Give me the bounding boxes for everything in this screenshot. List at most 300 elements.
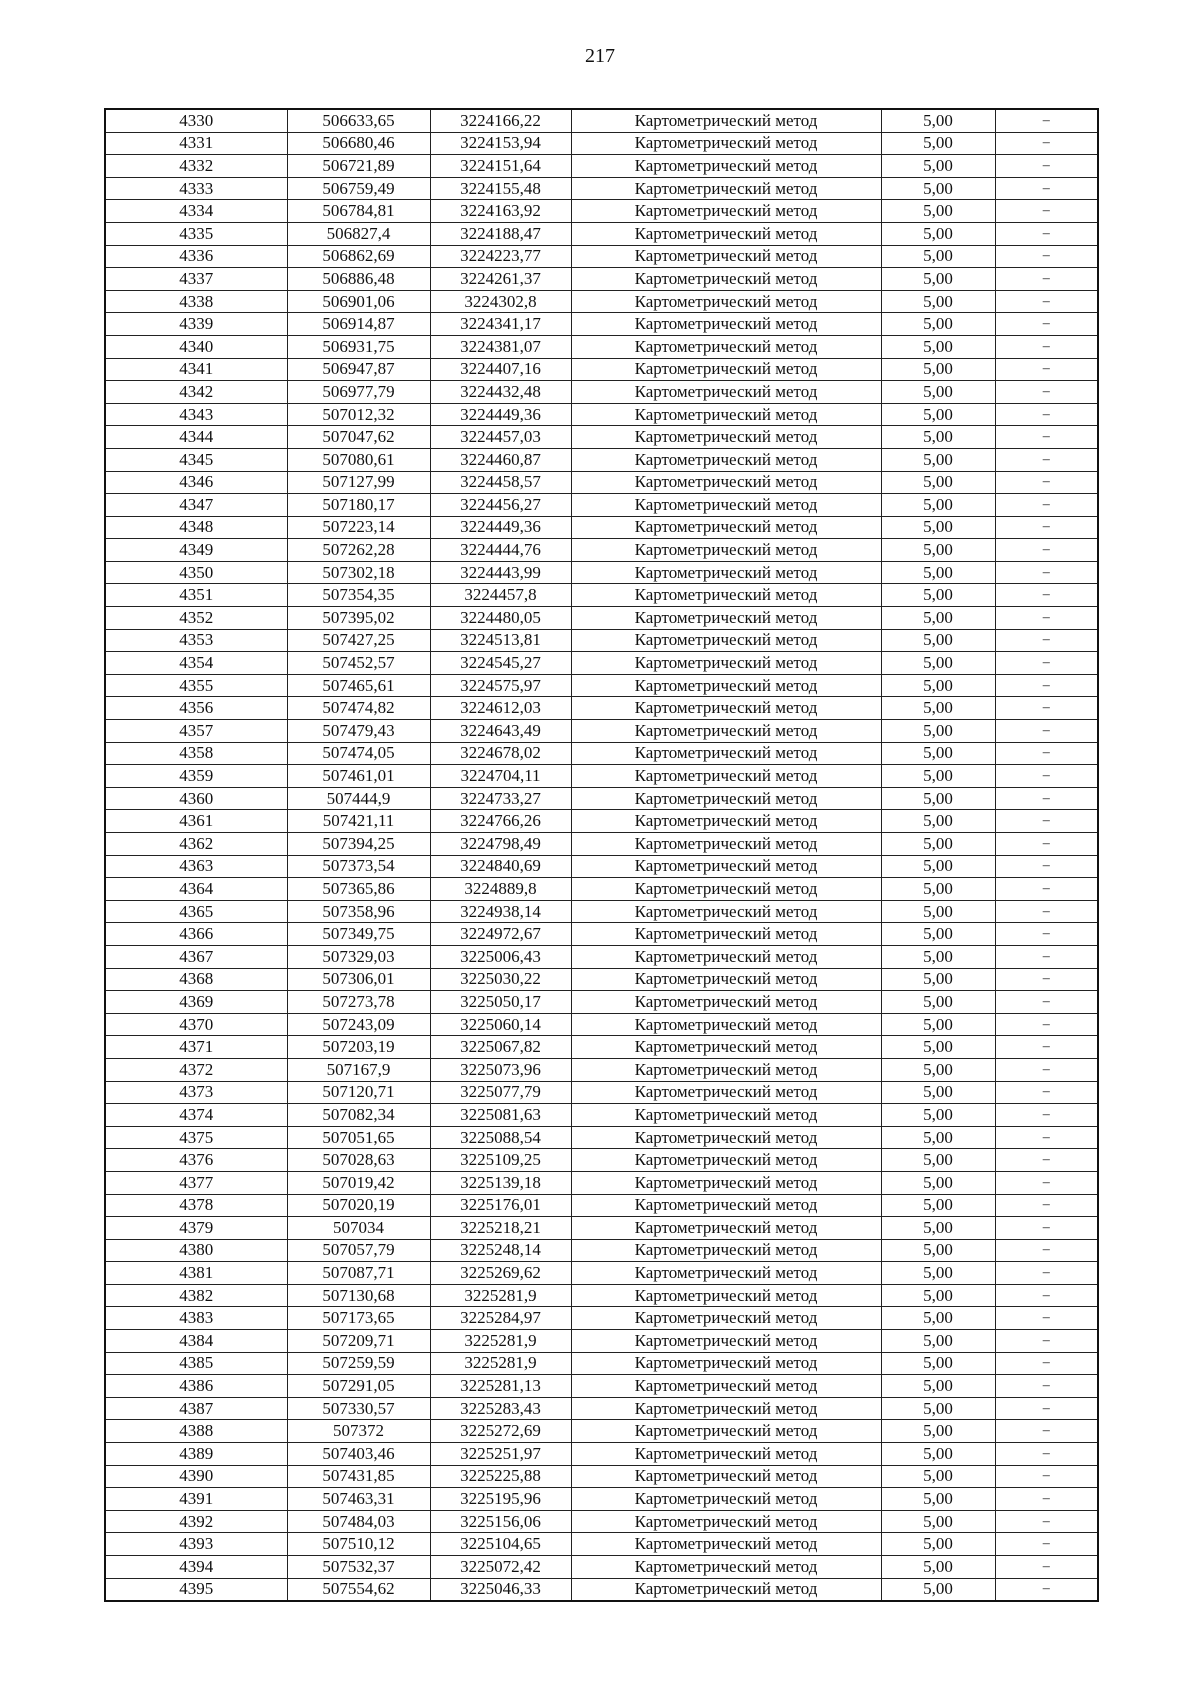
y-coordinate-cell: 3224341,17 bbox=[430, 313, 571, 336]
accuracy-cell: 5,00 bbox=[881, 222, 995, 245]
x-coordinate-cell: 507057,79 bbox=[287, 1239, 430, 1262]
accuracy-cell: 5,00 bbox=[881, 403, 995, 426]
point-number-cell: 4394 bbox=[105, 1556, 287, 1579]
x-coordinate-cell: 506947,87 bbox=[287, 358, 430, 381]
accuracy-cell: 5,00 bbox=[881, 177, 995, 200]
x-coordinate-cell: 507372 bbox=[287, 1420, 430, 1443]
point-number-cell: 4388 bbox=[105, 1420, 287, 1443]
table-row bbox=[105, 945, 1098, 968]
point-number-cell: 4331 bbox=[105, 132, 287, 155]
point-number-cell: 4330 bbox=[105, 109, 287, 132]
y-coordinate-cell: 3225225,88 bbox=[430, 1465, 571, 1488]
table-row bbox=[105, 1488, 1098, 1511]
x-coordinate-cell: 507427,25 bbox=[287, 629, 430, 652]
table-row bbox=[105, 494, 1098, 517]
method-cell: Картометрический метод bbox=[571, 268, 881, 291]
point-number-cell: 4360 bbox=[105, 787, 287, 810]
y-coordinate-cell: 3224889,8 bbox=[430, 878, 571, 901]
point-number-cell: 4356 bbox=[105, 697, 287, 720]
method-cell: Картометрический метод bbox=[571, 1262, 881, 1285]
y-coordinate-cell: 3224458,57 bbox=[430, 471, 571, 494]
point-number-cell: 4340 bbox=[105, 335, 287, 358]
accuracy-cell: 5,00 bbox=[881, 109, 995, 132]
table-row bbox=[105, 1058, 1098, 1081]
point-number-cell: 4361 bbox=[105, 810, 287, 833]
table-row bbox=[105, 878, 1098, 901]
description-cell: – bbox=[995, 697, 1098, 720]
accuracy-cell: 5,00 bbox=[881, 1081, 995, 1104]
method-cell: Картометрический метод bbox=[571, 561, 881, 584]
accuracy-cell: 5,00 bbox=[881, 1104, 995, 1127]
x-coordinate-cell: 507474,82 bbox=[287, 697, 430, 720]
y-coordinate-cell: 3224444,76 bbox=[430, 539, 571, 562]
table-row bbox=[105, 1420, 1098, 1443]
accuracy-cell: 5,00 bbox=[881, 290, 995, 313]
table-row bbox=[105, 1104, 1098, 1127]
y-coordinate-cell: 3225077,79 bbox=[430, 1081, 571, 1104]
description-cell: – bbox=[995, 923, 1098, 946]
point-number-cell: 4380 bbox=[105, 1239, 287, 1262]
method-cell: Картометрический метод bbox=[571, 1307, 881, 1330]
table-row bbox=[105, 720, 1098, 743]
accuracy-cell: 5,00 bbox=[881, 765, 995, 788]
method-cell: Картометрический метод bbox=[571, 720, 881, 743]
table-row bbox=[105, 1126, 1098, 1149]
method-cell: Картометрический метод bbox=[571, 1420, 881, 1443]
description-cell: – bbox=[995, 494, 1098, 517]
accuracy-cell: 5,00 bbox=[881, 787, 995, 810]
description-cell: – bbox=[995, 1375, 1098, 1398]
table-row bbox=[105, 787, 1098, 810]
accuracy-cell: 5,00 bbox=[881, 1578, 995, 1601]
y-coordinate-cell: 3225046,33 bbox=[430, 1578, 571, 1601]
description-cell: – bbox=[995, 1420, 1098, 1443]
point-number-cell: 4375 bbox=[105, 1126, 287, 1149]
y-coordinate-cell: 3224798,49 bbox=[430, 833, 571, 856]
description-cell: – bbox=[995, 765, 1098, 788]
point-number-cell: 4348 bbox=[105, 516, 287, 539]
method-cell: Картометрический метод bbox=[571, 1217, 881, 1240]
x-coordinate-cell: 507474,05 bbox=[287, 742, 430, 765]
accuracy-cell: 5,00 bbox=[881, 697, 995, 720]
method-cell: Картометрический метод bbox=[571, 742, 881, 765]
point-number-cell: 4389 bbox=[105, 1443, 287, 1466]
point-number-cell: 4357 bbox=[105, 720, 287, 743]
y-coordinate-cell: 3224153,94 bbox=[430, 132, 571, 155]
method-cell: Картометрический метод bbox=[571, 1036, 881, 1059]
accuracy-cell: 5,00 bbox=[881, 855, 995, 878]
accuracy-cell: 5,00 bbox=[881, 968, 995, 991]
point-number-cell: 4367 bbox=[105, 945, 287, 968]
x-coordinate-cell: 506784,81 bbox=[287, 200, 430, 223]
description-cell: – bbox=[995, 878, 1098, 901]
y-coordinate-cell: 3224151,64 bbox=[430, 155, 571, 178]
coordinates-table-body bbox=[105, 109, 1098, 1601]
method-cell: Картометрический метод bbox=[571, 155, 881, 178]
method-cell: Картометрический метод bbox=[571, 991, 881, 1014]
description-cell: – bbox=[995, 1443, 1098, 1466]
table-row bbox=[105, 1284, 1098, 1307]
y-coordinate-cell: 3224449,36 bbox=[430, 403, 571, 426]
x-coordinate-cell: 507532,37 bbox=[287, 1556, 430, 1579]
y-coordinate-cell: 3224840,69 bbox=[430, 855, 571, 878]
table-row bbox=[105, 1352, 1098, 1375]
table-row bbox=[105, 742, 1098, 765]
accuracy-cell: 5,00 bbox=[881, 1443, 995, 1466]
description-cell: – bbox=[995, 471, 1098, 494]
x-coordinate-cell: 507028,63 bbox=[287, 1149, 430, 1172]
description-cell: – bbox=[995, 109, 1098, 132]
accuracy-cell: 5,00 bbox=[881, 1533, 995, 1556]
description-cell: – bbox=[995, 607, 1098, 630]
description-cell: – bbox=[995, 381, 1098, 404]
description-cell: – bbox=[995, 810, 1098, 833]
method-cell: Картометрический метод bbox=[571, 1352, 881, 1375]
x-coordinate-cell: 507403,46 bbox=[287, 1443, 430, 1466]
accuracy-cell: 5,00 bbox=[881, 132, 995, 155]
x-coordinate-cell: 507354,35 bbox=[287, 584, 430, 607]
point-number-cell: 4362 bbox=[105, 833, 287, 856]
description-cell: – bbox=[995, 1330, 1098, 1353]
y-coordinate-cell: 3224302,8 bbox=[430, 290, 571, 313]
method-cell: Картометрический метод bbox=[571, 335, 881, 358]
x-coordinate-cell: 507431,85 bbox=[287, 1465, 430, 1488]
x-coordinate-cell: 506827,4 bbox=[287, 222, 430, 245]
method-cell: Картометрический метод bbox=[571, 1375, 881, 1398]
point-number-cell: 4393 bbox=[105, 1533, 287, 1556]
accuracy-cell: 5,00 bbox=[881, 539, 995, 562]
accuracy-cell: 5,00 bbox=[881, 245, 995, 268]
method-cell: Картометрический метод bbox=[571, 878, 881, 901]
point-number-cell: 4370 bbox=[105, 1013, 287, 1036]
description-cell: – bbox=[995, 1239, 1098, 1262]
point-number-cell: 4354 bbox=[105, 652, 287, 675]
y-coordinate-cell: 3224766,26 bbox=[430, 810, 571, 833]
description-cell: – bbox=[995, 833, 1098, 856]
point-number-cell: 4376 bbox=[105, 1149, 287, 1172]
table-row bbox=[105, 607, 1098, 630]
method-cell: Картометрический метод bbox=[571, 381, 881, 404]
method-cell: Картометрический метод bbox=[571, 945, 881, 968]
x-coordinate-cell: 507306,01 bbox=[287, 968, 430, 991]
accuracy-cell: 5,00 bbox=[881, 945, 995, 968]
accuracy-cell: 5,00 bbox=[881, 561, 995, 584]
description-cell: – bbox=[995, 674, 1098, 697]
description-cell: – bbox=[995, 1352, 1098, 1375]
method-cell: Картометрический метод bbox=[571, 584, 881, 607]
accuracy-cell: 5,00 bbox=[881, 991, 995, 1014]
description-cell: – bbox=[995, 222, 1098, 245]
x-coordinate-cell: 507302,18 bbox=[287, 561, 430, 584]
description-cell: – bbox=[995, 1104, 1098, 1127]
method-cell: Картометрический метод bbox=[571, 403, 881, 426]
method-cell: Картометрический метод bbox=[571, 652, 881, 675]
y-coordinate-cell: 3224443,99 bbox=[430, 561, 571, 584]
point-number-cell: 4369 bbox=[105, 991, 287, 1014]
description-cell: – bbox=[995, 1013, 1098, 1036]
accuracy-cell: 5,00 bbox=[881, 1126, 995, 1149]
accuracy-cell: 5,00 bbox=[881, 833, 995, 856]
x-coordinate-cell: 507395,02 bbox=[287, 607, 430, 630]
y-coordinate-cell: 3225081,63 bbox=[430, 1104, 571, 1127]
description-cell: – bbox=[995, 132, 1098, 155]
table-row bbox=[105, 1036, 1098, 1059]
description-cell: – bbox=[995, 268, 1098, 291]
accuracy-cell: 5,00 bbox=[881, 1194, 995, 1217]
y-coordinate-cell: 3225104,65 bbox=[430, 1533, 571, 1556]
method-cell: Картометрический метод bbox=[571, 1397, 881, 1420]
x-coordinate-cell: 507130,68 bbox=[287, 1284, 430, 1307]
method-cell: Картометрический метод bbox=[571, 765, 881, 788]
accuracy-cell: 5,00 bbox=[881, 878, 995, 901]
x-coordinate-cell: 506680,46 bbox=[287, 132, 430, 155]
accuracy-cell: 5,00 bbox=[881, 1465, 995, 1488]
table-row bbox=[105, 1578, 1098, 1601]
accuracy-cell: 5,00 bbox=[881, 1330, 995, 1353]
table-row bbox=[105, 1443, 1098, 1466]
y-coordinate-cell: 3225030,22 bbox=[430, 968, 571, 991]
point-number-cell: 4366 bbox=[105, 923, 287, 946]
point-number-cell: 4352 bbox=[105, 607, 287, 630]
y-coordinate-cell: 3224188,47 bbox=[430, 222, 571, 245]
accuracy-cell: 5,00 bbox=[881, 1217, 995, 1240]
accuracy-cell: 5,00 bbox=[881, 1307, 995, 1330]
description-cell: – bbox=[995, 313, 1098, 336]
x-coordinate-cell: 507262,28 bbox=[287, 539, 430, 562]
point-number-cell: 4345 bbox=[105, 448, 287, 471]
accuracy-cell: 5,00 bbox=[881, 900, 995, 923]
method-cell: Картометрический метод bbox=[571, 968, 881, 991]
accuracy-cell: 5,00 bbox=[881, 674, 995, 697]
point-number-cell: 4343 bbox=[105, 403, 287, 426]
description-cell: – bbox=[995, 1149, 1098, 1172]
method-cell: Картометрический метод bbox=[571, 1013, 881, 1036]
point-number-cell: 4350 bbox=[105, 561, 287, 584]
table-row bbox=[105, 1149, 1098, 1172]
point-number-cell: 4333 bbox=[105, 177, 287, 200]
table-row bbox=[105, 1397, 1098, 1420]
accuracy-cell: 5,00 bbox=[881, 810, 995, 833]
description-cell: – bbox=[995, 900, 1098, 923]
y-coordinate-cell: 3224460,87 bbox=[430, 448, 571, 471]
description-cell: – bbox=[995, 516, 1098, 539]
accuracy-cell: 5,00 bbox=[881, 358, 995, 381]
point-number-cell: 4358 bbox=[105, 742, 287, 765]
x-coordinate-cell: 507034 bbox=[287, 1217, 430, 1240]
accuracy-cell: 5,00 bbox=[881, 200, 995, 223]
table-row bbox=[105, 132, 1098, 155]
table-row bbox=[105, 810, 1098, 833]
point-number-cell: 4347 bbox=[105, 494, 287, 517]
description-cell: – bbox=[995, 403, 1098, 426]
description-cell: – bbox=[995, 991, 1098, 1014]
y-coordinate-cell: 3224678,02 bbox=[430, 742, 571, 765]
accuracy-cell: 5,00 bbox=[881, 1488, 995, 1511]
table-row bbox=[105, 290, 1098, 313]
point-number-cell: 4386 bbox=[105, 1375, 287, 1398]
accuracy-cell: 5,00 bbox=[881, 1058, 995, 1081]
y-coordinate-cell: 3224381,07 bbox=[430, 335, 571, 358]
y-coordinate-cell: 3225050,17 bbox=[430, 991, 571, 1014]
method-cell: Картометрический метод bbox=[571, 494, 881, 517]
x-coordinate-cell: 507180,17 bbox=[287, 494, 430, 517]
description-cell: – bbox=[995, 335, 1098, 358]
method-cell: Картометрический метод bbox=[571, 855, 881, 878]
point-number-cell: 4374 bbox=[105, 1104, 287, 1127]
point-number-cell: 4349 bbox=[105, 539, 287, 562]
method-cell: Картометрический метод bbox=[571, 1465, 881, 1488]
y-coordinate-cell: 3225272,69 bbox=[430, 1420, 571, 1443]
point-number-cell: 4334 bbox=[105, 200, 287, 223]
y-coordinate-cell: 3224457,03 bbox=[430, 426, 571, 449]
point-number-cell: 4372 bbox=[105, 1058, 287, 1081]
description-cell: – bbox=[995, 1126, 1098, 1149]
x-coordinate-cell: 507444,9 bbox=[287, 787, 430, 810]
y-coordinate-cell: 3225218,21 bbox=[430, 1217, 571, 1240]
page-number: 217 bbox=[585, 45, 615, 67]
y-coordinate-cell: 3224575,97 bbox=[430, 674, 571, 697]
accuracy-cell: 5,00 bbox=[881, 1239, 995, 1262]
point-number-cell: 4364 bbox=[105, 878, 287, 901]
point-number-cell: 4336 bbox=[105, 245, 287, 268]
accuracy-cell: 5,00 bbox=[881, 923, 995, 946]
table-row bbox=[105, 335, 1098, 358]
point-number-cell: 4378 bbox=[105, 1194, 287, 1217]
accuracy-cell: 5,00 bbox=[881, 516, 995, 539]
description-cell: – bbox=[995, 1284, 1098, 1307]
description-cell: – bbox=[995, 968, 1098, 991]
description-cell: – bbox=[995, 290, 1098, 313]
y-coordinate-cell: 3225073,96 bbox=[430, 1058, 571, 1081]
table-row bbox=[105, 900, 1098, 923]
accuracy-cell: 5,00 bbox=[881, 1510, 995, 1533]
method-cell: Картометрический метод bbox=[571, 607, 881, 630]
method-cell: Картометрический метод bbox=[571, 200, 881, 223]
method-cell: Картометрический метод bbox=[571, 222, 881, 245]
y-coordinate-cell: 3225248,14 bbox=[430, 1239, 571, 1262]
y-coordinate-cell: 3225067,82 bbox=[430, 1036, 571, 1059]
table-row bbox=[105, 471, 1098, 494]
point-number-cell: 4341 bbox=[105, 358, 287, 381]
point-number-cell: 4351 bbox=[105, 584, 287, 607]
x-coordinate-cell: 506759,49 bbox=[287, 177, 430, 200]
point-number-cell: 4395 bbox=[105, 1578, 287, 1601]
x-coordinate-cell: 507167,9 bbox=[287, 1058, 430, 1081]
description-cell: – bbox=[995, 1510, 1098, 1533]
y-coordinate-cell: 3225060,14 bbox=[430, 1013, 571, 1036]
accuracy-cell: 5,00 bbox=[881, 652, 995, 675]
point-number-cell: 4382 bbox=[105, 1284, 287, 1307]
description-cell: – bbox=[995, 1058, 1098, 1081]
accuracy-cell: 5,00 bbox=[881, 268, 995, 291]
point-number-cell: 4392 bbox=[105, 1510, 287, 1533]
table-row bbox=[105, 245, 1098, 268]
x-coordinate-cell: 507291,05 bbox=[287, 1375, 430, 1398]
description-cell: – bbox=[995, 177, 1098, 200]
x-coordinate-cell: 506886,48 bbox=[287, 268, 430, 291]
method-cell: Картометрический метод bbox=[571, 1126, 881, 1149]
method-cell: Картометрический метод bbox=[571, 1239, 881, 1262]
x-coordinate-cell: 507019,42 bbox=[287, 1171, 430, 1194]
description-cell: – bbox=[995, 742, 1098, 765]
description-cell: – bbox=[995, 1217, 1098, 1240]
accuracy-cell: 5,00 bbox=[881, 426, 995, 449]
description-cell: – bbox=[995, 584, 1098, 607]
x-coordinate-cell: 507463,31 bbox=[287, 1488, 430, 1511]
point-number-cell: 4385 bbox=[105, 1352, 287, 1375]
x-coordinate-cell: 507510,12 bbox=[287, 1533, 430, 1556]
x-coordinate-cell: 506633,65 bbox=[287, 109, 430, 132]
x-coordinate-cell: 506914,87 bbox=[287, 313, 430, 336]
point-number-cell: 4338 bbox=[105, 290, 287, 313]
x-coordinate-cell: 506931,75 bbox=[287, 335, 430, 358]
x-coordinate-cell: 507465,61 bbox=[287, 674, 430, 697]
table-row bbox=[105, 222, 1098, 245]
point-number-cell: 4335 bbox=[105, 222, 287, 245]
method-cell: Картометрический метод bbox=[571, 313, 881, 336]
description-cell: – bbox=[995, 1194, 1098, 1217]
x-coordinate-cell: 507329,03 bbox=[287, 945, 430, 968]
method-cell: Картометрический метод bbox=[571, 1578, 881, 1601]
accuracy-cell: 5,00 bbox=[881, 1420, 995, 1443]
y-coordinate-cell: 3224166,22 bbox=[430, 109, 571, 132]
method-cell: Картометрический метод bbox=[571, 1149, 881, 1172]
accuracy-cell: 5,00 bbox=[881, 1556, 995, 1579]
x-coordinate-cell: 507012,32 bbox=[287, 403, 430, 426]
table-row bbox=[105, 1171, 1098, 1194]
table-row bbox=[105, 448, 1098, 471]
accuracy-cell: 5,00 bbox=[881, 584, 995, 607]
x-coordinate-cell: 506721,89 bbox=[287, 155, 430, 178]
point-number-cell: 4344 bbox=[105, 426, 287, 449]
accuracy-cell: 5,00 bbox=[881, 742, 995, 765]
x-coordinate-cell: 507243,09 bbox=[287, 1013, 430, 1036]
method-cell: Картометрический метод bbox=[571, 1330, 881, 1353]
method-cell: Картометрический метод bbox=[571, 516, 881, 539]
description-cell: – bbox=[995, 358, 1098, 381]
table-row bbox=[105, 697, 1098, 720]
accuracy-cell: 5,00 bbox=[881, 155, 995, 178]
point-number-cell: 4377 bbox=[105, 1171, 287, 1194]
x-coordinate-cell: 507173,65 bbox=[287, 1307, 430, 1330]
method-cell: Картометрический метод bbox=[571, 1284, 881, 1307]
description-cell: – bbox=[995, 629, 1098, 652]
description-cell: – bbox=[995, 448, 1098, 471]
table-row bbox=[105, 381, 1098, 404]
method-cell: Картометрический метод bbox=[571, 109, 881, 132]
description-cell: – bbox=[995, 1262, 1098, 1285]
y-coordinate-cell: 3225281,9 bbox=[430, 1284, 571, 1307]
y-coordinate-cell: 3225109,25 bbox=[430, 1149, 571, 1172]
method-cell: Картометрический метод bbox=[571, 1488, 881, 1511]
table-row bbox=[105, 652, 1098, 675]
table-row bbox=[105, 1081, 1098, 1104]
accuracy-cell: 5,00 bbox=[881, 471, 995, 494]
point-number-cell: 4371 bbox=[105, 1036, 287, 1059]
point-number-cell: 4368 bbox=[105, 968, 287, 991]
y-coordinate-cell: 3225139,18 bbox=[430, 1171, 571, 1194]
coordinates-table bbox=[104, 108, 1099, 1602]
table-row bbox=[105, 674, 1098, 697]
x-coordinate-cell: 507554,62 bbox=[287, 1578, 430, 1601]
description-cell: – bbox=[995, 1171, 1098, 1194]
point-number-cell: 4346 bbox=[105, 471, 287, 494]
accuracy-cell: 5,00 bbox=[881, 1284, 995, 1307]
point-number-cell: 4390 bbox=[105, 1465, 287, 1488]
table-row bbox=[105, 1465, 1098, 1488]
accuracy-cell: 5,00 bbox=[881, 494, 995, 517]
point-number-cell: 4332 bbox=[105, 155, 287, 178]
